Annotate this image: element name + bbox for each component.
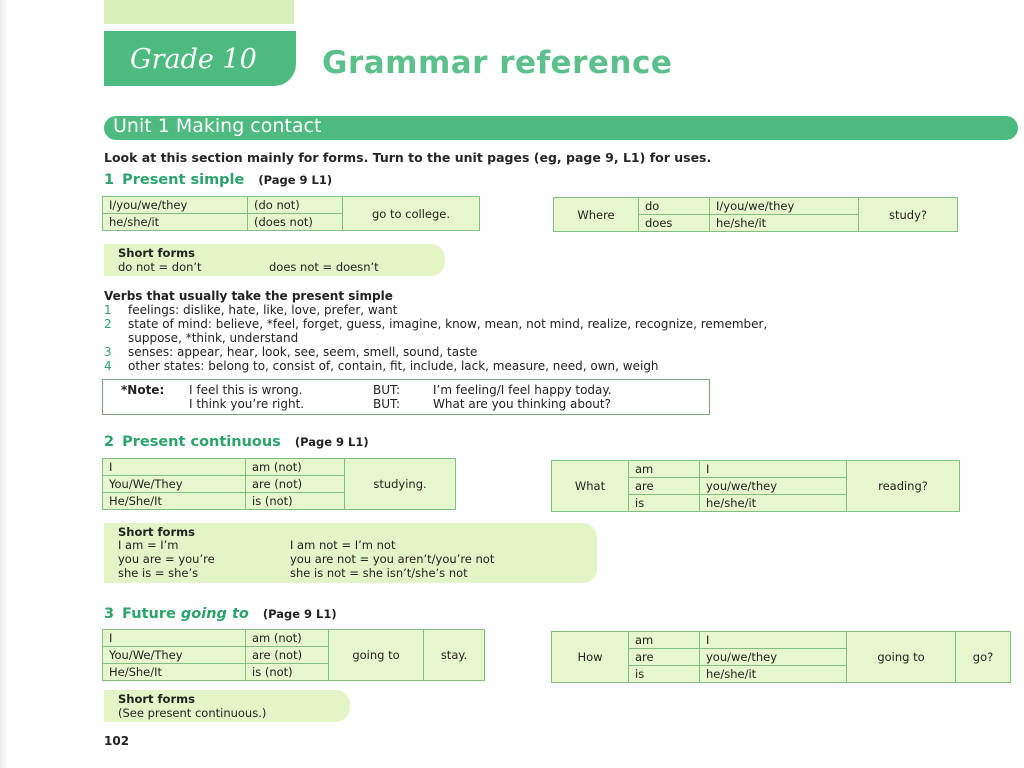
unit-title: Unit 1 Making contact [113,115,322,137]
table-cell: he/she/it [700,495,847,512]
table-cell: going to [329,630,424,681]
section-3-heading [104,606,337,622]
top-tab [104,0,294,24]
intro-text: Look at this section mainly for forms. Turn to the unit pages (eg, page 9, L1) for uses. [104,150,712,165]
section-number: 3 [104,606,115,622]
list-item: 1 feelings: dislike, hate, like, love, prefer, want [104,303,398,317]
table-cell: You/We/They [103,476,246,493]
table-cell: He/She/It [103,664,246,681]
short-form: I am not = I’m not [290,538,396,552]
list-item: 2 state of mind: believe, *feel, forget, guess, imagine, know, mean, not mind, realize, recognize, remember, [104,317,768,331]
section-title: Present continuous [122,434,281,450]
table-cell: do [639,198,710,215]
section-number: 1 [104,172,115,188]
short-form: I am = I’m [118,538,179,552]
future-going-to-question-table [551,631,1011,683]
note-text: What are you thinking about? [433,397,611,411]
page-ref: (Page 9 L1) [294,435,369,449]
present-continuous-question-table [551,460,960,512]
page-number: 102 [104,734,130,748]
short-form: (See present continuous.) [118,706,267,720]
note-but: BUT: [373,383,401,397]
table-cell: am (not) [246,630,329,647]
note-label: *Note: [121,383,165,397]
table-cell: I/you/we/they [710,198,859,215]
section-2-heading [104,434,369,450]
table-cell: are (not) [246,647,329,664]
page-edge [0,0,8,768]
short-forms-box [104,690,350,722]
table-cell: study? [859,198,958,232]
table-cell: are (not) [246,476,345,493]
table-cell: go to college. [343,197,480,231]
list-item: 4 other states: belong to, consist of, contain, fit, include, lack, measure, need, own, weigh [104,359,659,373]
table-cell: are [629,649,700,666]
table-cell: go? [956,632,1011,683]
short-forms-title: Short forms [118,692,195,706]
table-cell: are [629,478,700,495]
note-text: I think you’re right. [189,397,305,411]
page-ref: (Page 9 L1) [262,607,337,621]
table-cell: studying. [345,459,456,510]
table-cell: you/we/they [700,649,847,666]
table-cell: Where [554,198,639,232]
note-text: I feel this is wrong. [189,383,303,397]
table-cell: he/she/it [103,214,248,231]
table-cell: is [629,666,700,683]
short-form: you are not = you aren’t/you’re not [290,552,495,566]
list-item: suppose, *think, understand [128,331,299,345]
list-item: 3 senses: appear, hear, look, see, seem, smell, sound, taste [104,345,478,359]
page-title: Grammar reference [322,45,673,81]
table-cell: is (not) [246,493,345,510]
section-title: Future [122,606,181,622]
table-cell: he/she/it [700,666,847,683]
present-simple-question-table [553,197,958,232]
table-cell: I [103,459,246,476]
table-cell: I/you/we/they [103,197,248,214]
present-simple-table [102,196,480,231]
short-form: do not = don’t [118,260,202,274]
short-forms-box [104,244,445,276]
section-1-heading [104,172,332,188]
note-but: BUT: [373,397,401,411]
table-cell: you/we/they [700,478,847,495]
table-cell: does [639,215,710,232]
short-forms-box [104,523,597,583]
table-cell: he/she/it [710,215,859,232]
section-title-italic: going to [180,606,249,622]
short-form: she is not = she isn’t/she’s not [290,566,468,580]
table-cell: am [629,632,700,649]
short-forms-title: Short forms [118,525,195,539]
table-cell: am (not) [246,459,345,476]
table-cell: reading? [847,461,960,512]
table-cell: is [629,495,700,512]
table-cell: He/She/It [103,493,246,510]
future-going-to-table [102,629,485,681]
table-cell: You/We/They [103,647,246,664]
table-cell: What [552,461,629,512]
table-cell: am [629,461,700,478]
table-cell: I [700,461,847,478]
section-number: 2 [104,434,115,450]
note-text: I’m feeling/I feel happy today. [433,383,612,397]
grade-label: Grade 10 [130,44,257,75]
table-cell: (do not) [248,197,343,214]
table-cell: stay. [424,630,485,681]
present-continuous-table [102,458,456,510]
verbs-title: Verbs that usually take the present simple [104,289,393,303]
table-cell: is (not) [246,664,329,681]
short-form: she is = she’s [118,566,199,580]
section-title: Present simple [122,172,245,188]
table-cell: I [103,630,246,647]
note-box [102,379,710,415]
short-forms-title: Short forms [118,246,195,260]
verbs-list [104,289,767,373]
table-cell: (does not) [248,214,343,231]
table-cell: How [552,632,629,683]
short-form: you are = you’re [118,552,215,566]
short-form: does not = doesn’t [269,260,379,274]
page-ref: (Page 9 L1) [258,173,333,187]
table-cell: going to [847,632,956,683]
table-cell: I [700,632,847,649]
